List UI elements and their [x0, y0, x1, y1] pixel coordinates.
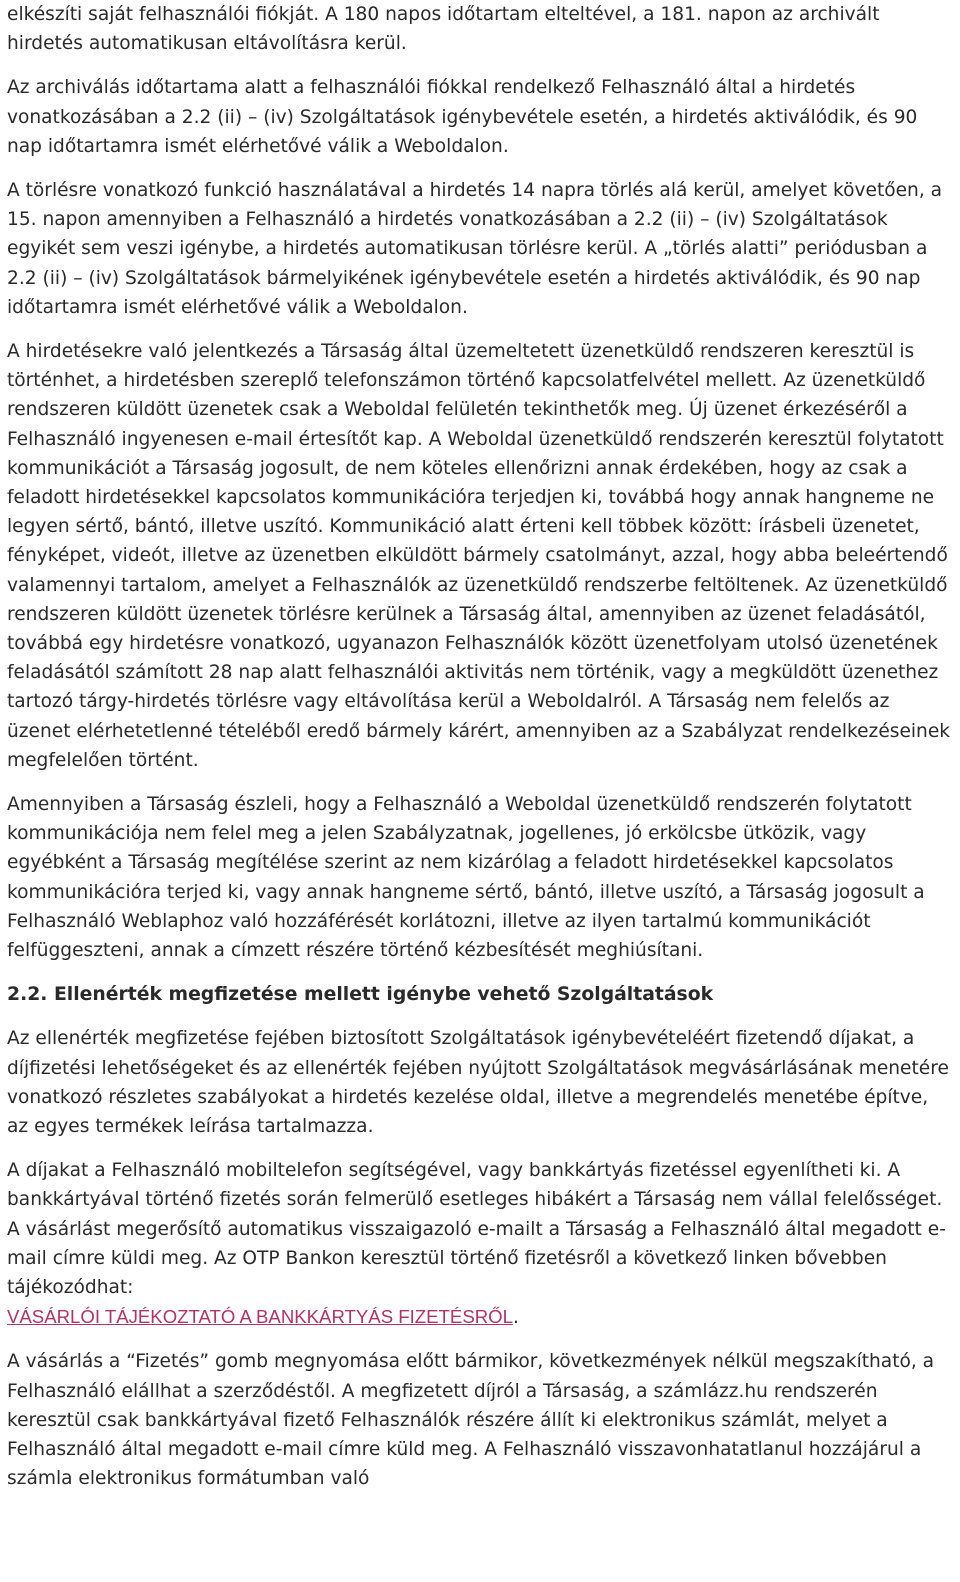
- paragraph-archive-reactivation: Az archiválás időtartama alatt a felhasználói fiókkal rendelkező Felhasználó által a hirdetés vonatkozásában a 2.2 (ii) – (iv) Szolgáltatások igénybevétele esetén, a hirdetés aktiválódik, és 90 nap időtartamra ismét elérhetővé válik a Weboldalon.: [7, 77, 918, 157]
- paragraph-messaging-system: A hirdetésekre való jelentkezés a Társaság által üzemeltetett üzenetküldő rendszeren keresztül is történhet, a hirdetésben szereplő telefonszámon történő kapcsolatfelvétel mellett. Az üzenetküldő rendszeren küldött üzenetek csak a Weboldal felületén tekinthetők meg. Új üzenet érkezéséről a Felhasználó ingyenesen e-mail értesítőt kap. A Weboldal üzenetküldő rendszerén keresztül folytatott kommunikációt a Társaság jogosult, de nem köteles ellenőrizni annak érdekében, hogy az csak a feladott hirdetésekkel kapcsolatos kommunikációra terjedjen ki, továbbá hogy annak hangneme ne legyen sértő, bántó, illetve uszító. Kommunikáció alatt érteni kell többek között: írásbeli üzenetet, fényképet, videót, illetve az üzenetben elküldött bármely csatolmányt, azzal, hogy abba beleértendő valamennyi tartalom, amelyet a Felhasználók az üzenetküldő rendszerbe feltöltenek. Az üzenetküldő rendszeren küldött üzenetek törlésre kerülnek a Társaság által, amennyiben az üzenet feladásától, továbbá egy hirdetésre vonatkozó, ugyanazon Felhasználók között üzenetfolyam utolsó üzenetének feladásától számított 28 nap alatt felhasználói aktivitás nem történik, vagy a megküldött üzenethez tartozó tárgy-hirdetés törlésre vagy eltávolítása kerül a Weboldalról. A Társaság nem felelős az üzenet elérhetetlenné tételéből eredő bármely kárért, amennyiben az a Szabályzat rendelkezéseinek megfelelően történt.: [7, 341, 951, 771]
- payment-text: A díjakat a Felhasználó mobiltelefon segítségével, vagy bankkártyás fizetéssel egyenlítheti ki. A bankkártyával történő fizetés során felmerülő esetleges hibákért a Társaság nem vállal felelősséget. A vásárlást megerősítő automatikus visszaigazoló e-mailt a Társaság a Felhasználó által megadott e-mail címre küldi meg. Az OTP Bankon keresztül történő fizetésről a következő linken bővebben tájékozódhat:: [7, 1160, 946, 1298]
- paragraph-deletion: A törlésre vonatkozó funkció használatával a hirdetés 14 napra törlés alá kerül, amelyet követően, a 15. napon amennyiben a Felhasználó a hirdetés vonatkozásában a 2.2 (ii) – (iv) Szolgáltatások egyikét sem veszi igénybe, a hirdetés automatikusan törlésre kerül. A „törlés alatti” periódusban a 2.2 (ii) – (iv) Szolgáltatások bármelyikének igénybevétele esetén a hirdetés aktiválódik, és 90 nap időtartamra ismét elérhetővé válik a Weboldalon.: [7, 180, 943, 318]
- paragraph-withdrawal: A vásárlás a “Fizetés” gomb megnyomása előtt bármikor, következmények nélkül megszakítható, a Felhasználó elállhat a szerződéstől. A megfizetett díjról a Társaság, a számlázz.hu rendszerén keresztül csak bankkártyával fizető Felhasználók részére állít ki elektronikus számlát, melyet a Felhasználó által megadott e-mail címre küld meg. A Felhasználó visszavonhatatlanul hozzájárul a számla elektronikus formátumban való: [7, 1351, 935, 1490]
- payment-info-link[interactable]: VÁSÁRLÓI TÁJÉKOZTATÓ A BANKKÁRTYÁS FIZETÉSRŐL: [7, 1306, 513, 1328]
- paragraph-communication-restriction: Amennyiben a Társaság észleli, hogy a Felhasználó a Weboldal üzenetküldő rendszerén folytatott kommunikációja nem felel meg a jelen Szabályzatnak, jogellenes, jó erkölcsbe ütközik, vagy egyébként a Társaság megítélése szerint az nem kizárólag a feladott hirdetésekkel kapcsolatos kommunikációra terjed ki, vagy annak hangneme sértő, bántó, illetve uszító, a Társaság jogosult a Felhasználó Weblaphoz való hozzáférését korlátozni, illetve az ilyen tartalmú kommunikációt felfüggeszteni, annak a címzett részére történő kézbesítését meghiúsítani.: [7, 794, 925, 962]
- paragraph-archive-removal: elkészíti saját felhasználói fiókját. A 180 napos időtartam elteltével, a 181. napon az archivált hirdetés automatikusan eltávolításra kerül.: [7, 4, 880, 55]
- link-suffix: .: [512, 1307, 519, 1329]
- paragraph-fees: Az ellenérték megfizetése fejében biztosított Szolgáltatások igénybevételéért fizetendő díjakat, a díjfizetési lehetőségeket és az ellenérték fejében nyújtott Szolgáltatások megvásárlásának menetére vonatkozó részletes szabályokat a hirdetés kezelése oldal, illetve a megrendelés menetébe építve, az egyes termékek leírása tartalmazza.: [7, 1028, 949, 1137]
- paragraph-payment: [7, 1156, 952, 1332]
- section-heading-paid-services: 2.2. Ellenérték megfizetése mellett igénybe vehető Szolgáltatások: [7, 984, 714, 1006]
